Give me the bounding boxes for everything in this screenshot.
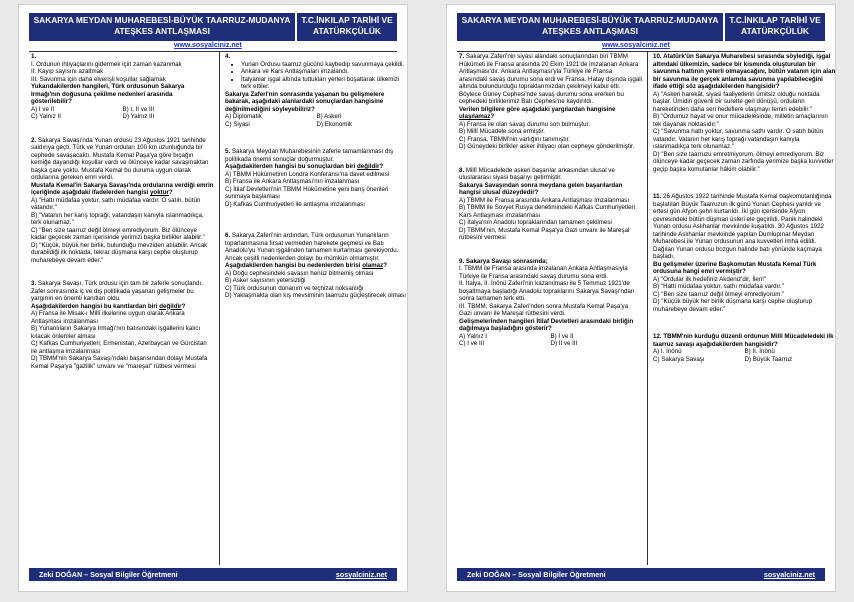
question-number: 8.: [459, 166, 465, 174]
option-d[interactable]: D) II ve III: [550, 340, 578, 347]
statement: III. TBMM, Sakarya Zaferi'nden sonra Mustafa Kemal Paşa'ya Gazi unvanı ile Mareşal rütbesini verdi.: [459, 302, 629, 317]
question-paragraph: Sakarya Zaferi'nin siyasi alandaki sonuçlarından biri TBMM Hükümeti ile Fransa arasında 20 Ekim 1921'de imzalanan Ankara Antlaşması'dır. Ankara Antlaşması'yla Türkiye ile Fransa arasındaki savaş durumu sona erdi ve Fransa, Hatay dışında işgali altında bulundurduğu topraklarımızdan çekilmeyi kabul etti. Böylece Güney Cephesi'nde savaş durumu sona ererken bu cephedeki birliklerimiz Batı Cephesi'ne kaydırıldı.: [459, 53, 642, 105]
option-b[interactable]: B) Askeri: [316, 113, 342, 120]
footer-link[interactable]: sosyalciniz.net: [763, 570, 815, 579]
page-header: [29, 13, 397, 41]
question-stem: Atatürk'ün Sakarya Muharebesi sırasında söylediği, işgal altındaki ülkemizin, sadece bir kısmında oluşturulan bir savunma hattının yeterli olmayacağını, bütün vatanın için alan bir savunma ile gerçek anlamda savunma yapılabileceğini ifade ettiği söz aşağıdakilerden hangisidir?: [653, 53, 836, 90]
option-c[interactable]: C) Türk ordusunun donanım ve teçhizat noksanlığı: [225, 284, 364, 292]
question-10: [653, 53, 836, 173]
question-stem: [459, 106, 642, 121]
option-c[interactable]: C) Yalnız II: [31, 113, 62, 120]
stem-end: ?: [490, 113, 495, 120]
stem-text: Aşağıdakilerden hangisi bu kanıtlardan biri: [31, 302, 160, 310]
option-a[interactable]: A) TBMM Hükümetinin Londra Konferansı'na davet edilmesi: [225, 170, 390, 178]
header-title: SAKARYA MEYDAN MUHAREBESİ-BÜYÜK TAARRUZ-MUDANYA ATEŞKES ANTLAŞMASI: [29, 13, 297, 41]
question-paragraph: Sakarya Savaşı'nda Yunan ordusu 23 Ağustos 1921 tarihinde saldırıya geçti. Türk ve Yunan orduları 100 km uzunluğunda bir cephede savaşacaktı. Mustafa Kemal Paşa'ya göre bıçağın kemiğe dayandığı koşullar vardı ve ölünceye kadar savaşmaktan başka çare yoktu. Mustafa Kemal bu duruma uygun olarak ordularına gereken emri verdi.: [31, 136, 209, 181]
question-9: [459, 258, 642, 348]
question-number: 3.: [31, 280, 37, 287]
question-number: 10.: [653, 53, 662, 60]
bullet-item: • İtalyanlar işgal altında tuttukları yerleri boşaltarak ülkemizi terk ettiler.: [241, 76, 408, 91]
option-c[interactable]: C) I ve III: [459, 340, 485, 347]
option-b[interactable]: B) "Ordumuz hayat ve onur mücadelesinde, milletin amaçlarının tek dayanak noktasıdır.": [653, 113, 828, 128]
option-d[interactable]: D) TBMM'nin Sakarya Savaşı'ndaki başarısından dolayı Mustafa Kemal Paşa'ya "gazilik" unvanı ve "mareşal" rütbesi vermesi: [31, 355, 208, 370]
footer-author: Zeki DOĞAN – Sosyal Bilgiler Öğretmeni: [39, 570, 178, 579]
question-paragraph: Sakarya Meydan Muharebesinin zaferle tamamlanması dış politikada önemli sonuçlar doğurmuştur.: [225, 148, 394, 163]
negation-word: yoktur: [149, 189, 169, 196]
option-c[interactable]: C) İtilaf Devletleri'nin TBMM Hükümetine yeni barış önerileri sunmaya başlaması: [225, 185, 389, 200]
question-number: 4.: [225, 53, 231, 60]
question-stem: TBMM'nin kurduğu düzenli ordunun Millî Mücadeledeki ilk taarruz savaşı aşağıdakilerden hangisidir?: [653, 333, 834, 348]
stem-end: ?: [379, 163, 384, 170]
option-a[interactable]: A) "Askeri harekât, siyasi faaliyetlerin ümitsiz olduğu noktada başlar. Ümidin güvenli bir surette geri dönüşü, orduların hareketinden daha seri hedeflere ulaşmayı temin edebilir.": [653, 90, 820, 113]
question-number: 11.: [653, 193, 662, 200]
option-b[interactable]: B) II. İnönü: [744, 348, 775, 355]
divider: [29, 51, 397, 52]
question-12: [653, 333, 836, 363]
negation-word: olamaz: [362, 262, 384, 269]
question-paragraph: 26 Ağustos 1922 tarihinde Mustafa Kemal başkomutanlığında başlatılan Büyük Taarruzun ilk günü Yunan Cephesi yarıldı ve ertesi gün Afyon şehri kurtarıldı. İki gün içerisinde Afyon çevresindeki bütün düşman üsleri ele geçirildi. Panik halindeki Yunan ordusu Aslıhanlar mevkiinde kuşatıldı. 30 Ağustos 1922 tarihinde Aslıhanlar mevkiinde yapılan Dumlupınar Meydan Muharebesi ile Yunan ordusunun ana kuvvetleri imha edildi. Dağılan Yunan ordusu bozgun halinde batı yönünde kaçmaya başladı.: [653, 193, 832, 260]
question-number: 12.: [653, 333, 662, 340]
column-divider: [219, 51, 220, 565]
page-footer: [29, 568, 397, 581]
option-b[interactable]: B) Asker sayısının yetersizliği: [225, 277, 306, 284]
option-a[interactable]: A) Diplomatik: [225, 113, 262, 120]
option-c[interactable]: C) Sakarya Savaşı: [653, 355, 705, 363]
question-stem: Sakarya Savaşından sonra meydana gelen başarılardan hangisi ulusal düzeydedir?: [459, 181, 623, 196]
question-8: [459, 167, 642, 242]
question-2: [31, 137, 214, 265]
question-number: 2.: [31, 136, 37, 144]
option-d[interactable]: D) Büyük Taarruz: [744, 355, 793, 363]
question-number: 9.: [459, 257, 465, 265]
header-title: SAKARYA MEYDAN MUHAREBESİ-BÜYÜK TAARRUZ-MUDANYA ATEŞKES ANTLAŞMASI: [457, 13, 725, 41]
question-stem: Sakarya Zaferi'nin sonrasında yaşanan bu gelişmelere bakarak, aşağıdaki alanlardaki sonuçlardan hangisine değinilmediğini söyleyebiliriz?: [225, 90, 385, 113]
stem-text: Verilen bilgilere göre aşağıdaki yargılardan hangisine: [459, 105, 616, 113]
right-column: [225, 53, 408, 316]
statement: I. Ordunun ihtiyaçlarını gidermek için zaman kazanmak: [31, 60, 182, 68]
statement: III. Savunma için daha elverişli koşullar sağlamak: [31, 75, 166, 83]
statement: II. Kayıp sayısını azaltmak: [31, 68, 104, 75]
site-link[interactable]: www.sosyalciniz.net: [602, 42, 670, 49]
page-header: [457, 13, 825, 41]
option-d[interactable]: D) Yalnız III: [122, 113, 155, 120]
statement: I. TBMM ile Fransa arasında imzalanan Ankara Antlaşmasıyla Türkiye ile Fransa arasındaki savaş durumu sona erdi.: [459, 265, 628, 280]
option-d[interactable]: D) "Ben size taarruzu emretmiyorum, ölmeyi emrediyorum. Biz ölünceye kadar geçecek zaman zarfında yerimize başka kuvvetler geçip başka komutanlar hâkim olabilir.": [653, 150, 834, 173]
question-number: 6.: [225, 232, 231, 239]
left-column: [459, 53, 642, 364]
question-6: [225, 232, 408, 300]
question-title: Sakarya Savaşı sonrasında;: [465, 257, 548, 265]
stem-end: ?: [383, 262, 387, 269]
option-b[interactable]: B) Millî Mücadele sona ermiştir.: [459, 128, 545, 135]
stem-end: ?: [168, 189, 173, 196]
header-subject: T.C.İNKILAP TARİHİ VE ATATÜRKÇÜLÜK: [301, 15, 393, 36]
option-d[interactable]: D) Yaklaşmakta olan kış mevsiminin taarruzu güçleştirecek olması: [225, 292, 406, 299]
option-c[interactable]: C) Siyasi: [225, 120, 250, 128]
option-a[interactable]: A) "Ordular ilk hedefiniz Akdeniz'dir, İleri!": [653, 275, 767, 283]
question-5: [225, 148, 408, 208]
option-a[interactable]: A) Fransa ile Misak-ı Millî ilkelerine uygun olarak Ankara Antlaşması imzalanması: [31, 310, 185, 325]
option-d[interactable]: D) Güneydeki birlikler asker ihtiyacı olan cepheye gönderilmiştir.: [459, 143, 635, 150]
option-a[interactable]: A) TBMM ile Fransa arasında Ankara Antlaşması imzalanması: [459, 196, 630, 204]
option-a[interactable]: A) Fransa ile olan savaş durumu son bulmuştur.: [459, 120, 591, 128]
option-b[interactable]: B) "Hattı müdafaa yoktur, sathı müdafaa vardır.": [653, 283, 784, 290]
negation-word: değildir: [159, 302, 182, 310]
question-stem: Bu gelişmeler üzerine Başkomutan Mustafa Kemal Türk ordusuna hangi emri vermiştir?: [653, 260, 817, 275]
option-b[interactable]: B) Yunanlıların Sakarya Irmağı'nın batısındaki işgallerini kalıcı kılacak önlemler alması: [31, 325, 201, 340]
question-stem: [225, 163, 408, 171]
page-footer: [457, 568, 825, 581]
column-divider: [647, 51, 648, 565]
header-subject: T.C.İNKILAP TARİHİ VE ATATÜRKÇÜLÜK: [729, 15, 821, 36]
option-c[interactable]: C) Fransa, TBMM'nin varlığını tanımıştır.: [459, 135, 571, 143]
footer-author: Zeki DOĞAN – Sosyal Bilgiler Öğretmeni: [467, 570, 606, 579]
question-4: [225, 53, 408, 128]
left-column: [31, 53, 214, 386]
option-b[interactable]: B) TBMM ile Sovyet Rusya denetimindeki Kafkas Cumhuriyetleri Kars Antlaşması imzalanması: [459, 204, 635, 219]
option-a[interactable]: A) Doğu cephesindeki savaşın henüz bitmemiş olması: [225, 269, 374, 277]
site-link[interactable]: www.sosyalciniz.net: [174, 42, 242, 49]
option-d[interactable]: D) "Küçük, büyük her birlik, bulunduğu mevziden atılabilir. Ancak durabildiği ilk noktada, tekrar düşmana karşı cephe oluşturup muharebeye devam eder.": [31, 241, 208, 264]
option-c[interactable]: C) "Savunma hattı yoktur, savunma sathı vardır. O satıh bütün vatandır. Vatanın her karış toprağı vatandaşın kanıyla ıslanmadıkça terk olunamaz.": [653, 128, 824, 150]
divider: [457, 51, 825, 52]
page-right: [446, 4, 836, 592]
question-7: [459, 53, 642, 151]
question-paragraph: Sakarya Savaşı, Türk ordusu için tam bir zaferle sonuçlandı. Zafer sonrasında iç ve dış politikada yaşanan gelişmeler bu yargının en önemli kanıtları oldu.: [31, 280, 203, 302]
option-c[interactable]: C) "Ben size taarruz değil ölmeyi emrediyorum.": [653, 290, 785, 298]
option-b[interactable]: B) I, II ve III: [122, 105, 155, 113]
option-c[interactable]: C) İtalya'nın Anadolu topraklarından tamamen çekilmesi: [459, 219, 612, 226]
option-d[interactable]: D) Kafkas Cumhuriyetleri ile antlaşma imzalanması: [225, 200, 365, 208]
option-b[interactable]: B) I ve II: [550, 332, 574, 340]
negation-word: ulaşılamaz: [459, 113, 491, 120]
question-stem: [225, 262, 408, 270]
option-a[interactable]: A) Yalnız I: [459, 332, 487, 340]
question-paragraph: Sakarya Zaferi'nin ardından, Türk ordusunun Yunanlıların toparlanmasına fırsat vermeden harekete geçmesi ve Batı Anadolu'yu Yunan işgalinden tamamen kurtarması gerekiyordu. Ancak çeşitli nedenlerden dolayı bu mümkün olmamıştır.: [225, 232, 399, 262]
stem-end: ?: [181, 302, 186, 310]
bullet-item: • Ankara ve Kars Antlaşmaları imzalandı.: [241, 68, 408, 76]
question-number: 5.: [225, 148, 231, 155]
bullet-item: • Yunan Ordusu taarruz gücünü kaybedip savunmaya çekildi.: [241, 61, 408, 69]
question-paragraph: Millî Mücadelede askeri başarılar arkasından ulusal ve uluslararası siyasi başarıyı getirmiştir.: [459, 166, 615, 181]
option-d[interactable]: D) "Küçük büyük her birlik düşmana karşı cephe oluşturup muharebeye devam eder.": [653, 298, 813, 313]
right-column: [653, 53, 836, 379]
option-a[interactable]: A) I ve II: [31, 105, 55, 113]
question-1: [31, 53, 214, 121]
question-number: 1.: [31, 53, 37, 60]
question-11: [653, 193, 836, 313]
option-c[interactable]: C) "Ben size taarruz değil ölmeyi emrediyorum. Biz ölünceye kadar geçecek zaman içerisinde yerimizi başka birlikler alabilir.": [31, 226, 205, 241]
question-stem: [31, 303, 214, 311]
question-3: [31, 280, 214, 370]
page-left: [18, 4, 408, 592]
option-c[interactable]: C) Kafkas Cumhuriyetleri; Ermenistan, Azerbaycan ve Gürcistan ile antlaşma imzalanması: [31, 340, 207, 355]
option-d[interactable]: D) Ekonomik: [316, 120, 352, 128]
question-stem: [31, 182, 214, 197]
stem-text: Aşağıdakilerden hangisi bu sonuçlardan biri: [225, 163, 358, 170]
stem-text: Mustafa Kemal'in Sakarya Savaşı'nda ordularına verdiği emrin içeriğinde aşağıdaki ifadelerden hangisi: [31, 181, 214, 196]
statement: II. İtalya, II. İnönü Zaferi'nin kazanılması ile 5 Temmuz 1921'de boşaltmaya başladığı Anadolu topraklarını Sakarya Savaşı'ndan sonra tamamen terk etti.: [459, 280, 635, 302]
option-b[interactable]: B) "Vatanın her karış toprağı, vatandaşın kanıyla ıslanmadıkça, terk olunamaz.": [31, 211, 204, 226]
option-a[interactable]: A) "Hattı müdafaa yoktur, sathı müdafaa vardır. O satıh, bütün vatandır.": [31, 196, 201, 211]
negation-word: değildir: [357, 163, 380, 170]
option-b[interactable]: B) Fransa ile Ankara Antlaşması'nın imzalanması: [225, 178, 360, 185]
question-stem: Yukarıdakilerden hangileri, Türk ordusunun Sakarya Irmağı'nın doğusuna çekilme nedenleri arasında gösterilebilir?: [31, 83, 185, 105]
question-stem: Gelişmelerinden hangileri İtilaf Devletleri arasındaki birliğin dağılmaya başladığını gösterir?: [459, 317, 634, 332]
footer-link[interactable]: sosyalciniz.net: [335, 570, 387, 579]
question-number: 7.: [459, 53, 465, 60]
option-d[interactable]: D) TBMM'nin, Mustafa Kemal Paşa'ya Gazi unvanı ile Mareşal rütbesini vermesi: [459, 226, 630, 241]
stem-text: Aşağıdakilerden hangisi bu nedenlerden birisi: [225, 262, 363, 269]
option-a[interactable]: A) I. İnönü: [653, 348, 682, 355]
